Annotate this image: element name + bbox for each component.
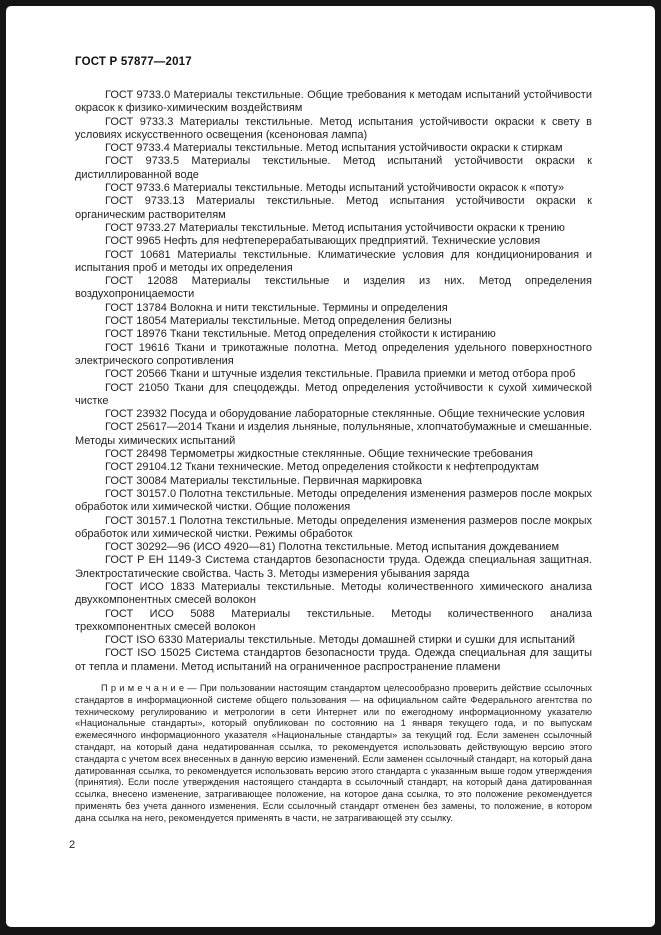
page-content — [75, 56, 592, 825]
standard-entry: ГОСТ ИСО 5088 Материалы текстильные. Методы количественного анализа трехкомпонентных смесей волокон — [75, 607, 592, 633]
standard-entry: ГОСТ 9733.27 Материалы текстильные. Метод испытания устойчивости окраски к трению — [105, 221, 565, 234]
standard-entry: ГОСТ 9733.3 Материалы текстильные. Метод испытания устойчивости окраски к свету в условиях искусственного освещения (ксеноновая лампа) — [75, 115, 592, 141]
page-number: 2 — [69, 839, 76, 851]
document-page — [6, 6, 655, 927]
standard-entry: ГОСТ 9733.0 Материалы текстильные. Общие требования к методам испытаний устойчивости окрасок к физико-химическим воздействиям — [75, 89, 592, 115]
standard-entry: ГОСТ 9733.4 Материалы текстильные. Метод испытания устойчивости окраски к стиркам — [105, 142, 563, 155]
standard-entry: ГОСТ Р ЕН 1149-3 Система стандартов безопасности труда. Одежда специальная защитная. Электростатические свойства. Часть 3. Методы измерения убывания заряда — [75, 554, 592, 580]
standard-entry: ГОСТ 13784 Волокна и нити текстильные. Термины и определения — [105, 301, 448, 314]
note-paragraph: П р и м е ч а н и е — При пользовании настоящим стандартом целесообразно проверить действие ссылочных стандартов в информационной системе общего пользования — на официальном сайте Федерального агентства по техническому регулированию и метрологии в сети Интернет или по ежегодному информационному указателю «Национальные стандарты», который опубликован по состоянию на 1 января текущего года, и по выпускам ежемесячного информационного указателя «Национальные стандарты» за текущий год. Если заменен ссылочный стандарт, на который дана недатированная ссылка, то рекомендуется использовать действующую версию этого стандарта с учетом всех внесенных в данную версию изменений. Если заменен ссылочный стандарт, на который дана датированная ссылка, то рекомендуется использовать версию этого стандарта с указанным выше годом утверждения (принятия). Если после утверждения настоящего стандарта в ссылочный стандарт, на который дана датированная ссылка, внесено изменение, затрагивающее положение, на которое дана ссылка, то это положение рекомендуется применять без учета данного изменения. Если ссылочный стандарт отменен без замены, то положение, в котором дана ссылка на него, рекомендуется применять в части, не затрагивающей эту ссылку. — [75, 683, 592, 823]
standard-entry: ГОСТ 18976 Ткани текстильные. Метод определения стойкости к истиранию — [105, 328, 496, 341]
standard-entry: ГОСТ ISO 15025 Система стандартов безопасности труда. Одежда специальная для защиты от тепла и пламени. Метод испытаний на ограниченное распространение пламени — [75, 647, 592, 673]
standard-entry: ГОСТ 18054 Материалы текстильные. Метод определения белизны — [105, 315, 452, 328]
standard-entry: ГОСТ ISO 6330 Материалы текстильные. Методы домашней стирки и сушки для испытаний — [105, 634, 575, 647]
standard-entry: ГОСТ 10681 Материалы текстильные. Климатические условия для кондиционирования и испытания проб и методы их определения — [75, 248, 592, 274]
standard-entry: ГОСТ 23932 Посуда и оборудование лабораторные стеклянные. Общие технические условия — [105, 408, 585, 421]
standard-entry: ГОСТ 19616 Ткани и трикотажные полотна. Метод определения удельного поверхностного электрического сопротивления — [75, 341, 592, 367]
standard-entry: ГОСТ 12088 Материалы текстильные и изделия из них. Метод определения воздухопроницаемости — [75, 275, 592, 301]
standard-entry: ГОСТ 30292—96 (ИСО 4920—81) Полотна текстильные. Метод испытания дождеванием — [105, 541, 560, 554]
standards-list — [75, 89, 592, 674]
standard-entry: ГОСТ ИСО 1833 Материалы текстильные. Методы количественного химического анализа двухкомпонентных смесей волокон — [75, 580, 592, 607]
standard-entry: ГОСТ 29104.12 Ткани технические. Метод определения стойкости к нефтепродуктам — [105, 461, 539, 474]
document-header: ГОСТ Р 57877—2017 — [75, 56, 192, 68]
standard-entry: ГОСТ 9965 Нефть для нефтеперерабатывающих предприятий. Технические условия — [105, 235, 541, 248]
standard-entry: ГОСТ 9733.6 Материалы текстильные. Методы испытаний устойчивости окрасок к «поту» — [105, 182, 565, 195]
standard-entry: ГОСТ 30084 Материалы текстильные. Первичная маркировка — [105, 474, 422, 487]
standard-entry: ГОСТ 20566 Ткани и штучные изделия текстильные. Правила приемки и метод отбора проб — [105, 368, 576, 381]
standard-entry: ГОСТ 9733.13 Материалы текстильные. Метод испытания устойчивости окраски к органическим растворителям — [75, 195, 592, 221]
standard-entry: ГОСТ 9733.5 Материалы текстильные. Метод испытаний устойчивости окраски к дистиллированной воде — [75, 155, 592, 181]
standard-entry: ГОСТ 28498 Термометры жидкостные стеклянные. Общие технические требования — [105, 448, 533, 461]
standard-entry: ГОСТ 21050 Ткани для спецодежды. Метод определения устойчивости к сухой химической чистке — [75, 381, 592, 407]
standard-entry: ГОСТ 30157.0 Полотна текстильные. Методы определения изменения размеров после мокрых обработок или химической чистки. Общие положения — [75, 487, 592, 514]
standard-entry: ГОСТ 25617—2014 Ткани и изделия льняные, полульняные, хлопчатобумажные и смешанные. Методы химических испытаний — [75, 421, 592, 447]
standard-entry: ГОСТ 30157.1 Полотна текстильные. Методы определения изменения размеров после мокрых обработок или химической чистки. Режимы обработок — [75, 514, 592, 540]
